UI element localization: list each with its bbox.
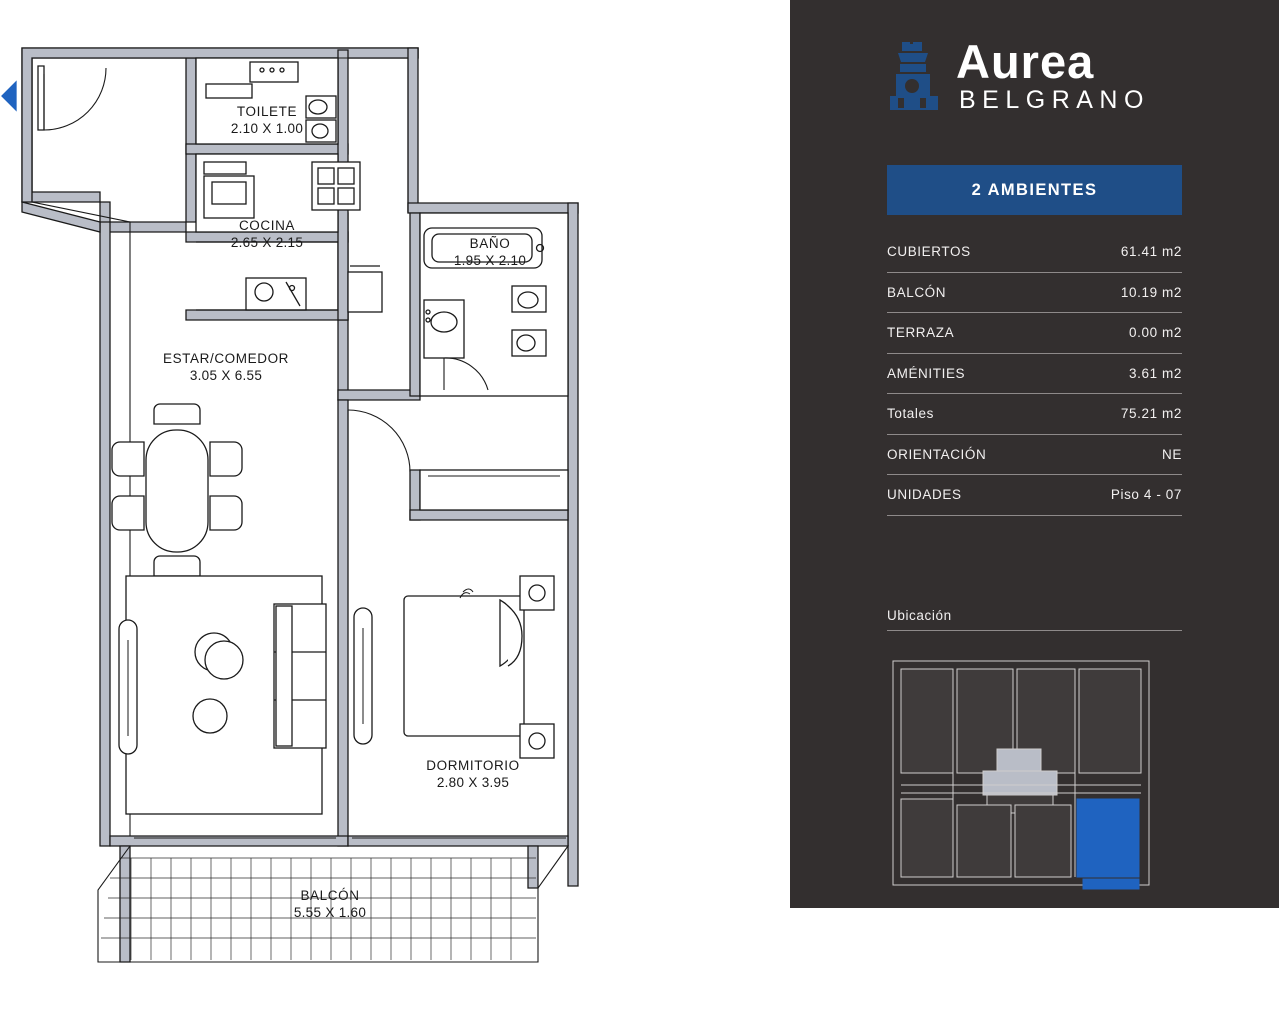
brand-name xyxy=(956,36,1150,115)
spec-row xyxy=(887,475,1182,516)
room-label-estar-comedor: ESTAR/COMEDOR 3.05 X 6.55 xyxy=(162,351,290,383)
spec-value: Piso 4 - 07 xyxy=(1110,487,1182,503)
brand-block xyxy=(886,36,1150,115)
floor-key-plan-icon xyxy=(887,653,1155,893)
spec-value: 3.61 m2 xyxy=(1129,365,1182,381)
location-title: Ubicación xyxy=(887,608,1182,631)
spec-key: TERRAZA xyxy=(887,325,955,341)
tower-logo-icon xyxy=(886,36,942,114)
bedroom-door xyxy=(348,410,410,472)
spec-key: ORIENTACIÓN xyxy=(887,446,987,462)
spec-row xyxy=(887,273,1182,314)
room-label-bano: BAÑO 1.95 X 2.10 xyxy=(453,236,527,268)
spec-key: CUBIERTOS xyxy=(887,244,971,260)
entrance-door xyxy=(38,66,106,130)
entrance-arrow-icon xyxy=(2,82,16,110)
spec-key: BALCÓN xyxy=(887,284,947,300)
spec-row xyxy=(887,313,1182,354)
spec-row xyxy=(887,232,1182,273)
spec-row xyxy=(887,354,1182,395)
spec-table xyxy=(887,232,1182,516)
spec-value: NE xyxy=(1162,446,1182,462)
spec-value: 75.21 m2 xyxy=(1120,406,1182,422)
living-furniture xyxy=(112,404,372,814)
brand-name-primary: Aurea xyxy=(956,35,1095,88)
location-section xyxy=(887,608,1182,898)
unit-type-label: 2 AMBIENTES xyxy=(971,180,1098,199)
room-label-toilete: TOILETE 2.10 X 1.00 xyxy=(230,104,304,136)
spec-key: Totales xyxy=(887,406,934,422)
room-label-dormitorio: DORMITORIO 2.80 X 3.95 xyxy=(426,758,520,790)
spec-row xyxy=(887,394,1182,435)
spec-key: AMÉNITIES xyxy=(887,365,966,381)
spec-row xyxy=(887,435,1182,476)
spec-value: 10.19 m2 xyxy=(1120,284,1182,300)
spec-value: 0.00 m2 xyxy=(1129,325,1182,341)
info-panel xyxy=(790,0,1279,908)
room-label-balcon: BALCÓN 5.55 X 1.60 xyxy=(293,888,367,920)
brand-name-secondary: BELGRANO xyxy=(959,85,1150,114)
spec-key: UNIDADES xyxy=(887,487,962,503)
room-label-cocina: COCINA 2.65 X 2.15 xyxy=(230,218,304,250)
spec-value: 61.41 m2 xyxy=(1120,244,1182,260)
unit-type-badge xyxy=(887,165,1182,215)
